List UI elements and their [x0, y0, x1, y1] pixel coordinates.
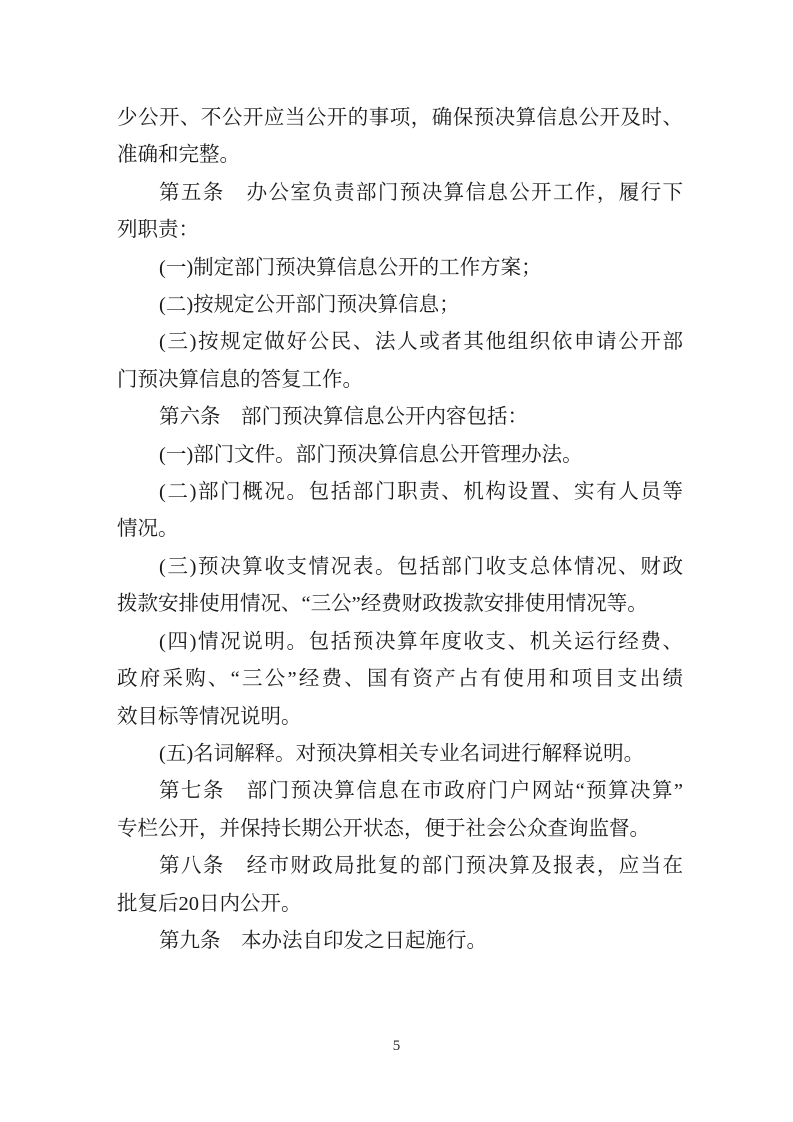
page-number: 5 [392, 1038, 401, 1054]
text-line: 准确和完整。 [117, 144, 240, 167]
text-line: (三)预决算收支情况表。包括部门收支总体情况、财政 [159, 555, 683, 578]
text-line: (五)名词解释。对预决算相关专业名词进行解释说明。 [159, 742, 645, 765]
paragraph [117, 324, 683, 399]
text-line: 效目标等情况说明。 [117, 705, 302, 728]
text-line: 门预决算信息的答复工作。 [117, 368, 363, 391]
text-line: 第七条 部门预决算信息在市政府门户网站“预算决算” [159, 780, 683, 803]
text-line: 第八条 经市财政局批复的部门预决算及报表，应当在 [159, 855, 683, 878]
paragraph [117, 399, 683, 436]
text-line: (三)按规定做好公民、法人或者其他组织依申请公开部 [159, 331, 683, 354]
document-body [117, 100, 683, 960]
text-line: (二)部门概况。包括部门职责、机构设置、实有人员等 [159, 481, 683, 504]
text-line: 拨款安排使用情况、“三公”经费财政拨款安排使用情况等。 [117, 593, 648, 616]
text-line: 政府采购、“三公”经费、国有资产占有使用和项目支出绩 [117, 668, 683, 691]
text-line: 第六条 部门预决算信息公开内容包括： [159, 406, 528, 429]
paragraph [117, 287, 683, 324]
text-line: 批复后20日内公开。 [117, 892, 302, 915]
paragraph [117, 624, 683, 736]
paragraph [117, 474, 683, 549]
paragraph [117, 437, 683, 474]
paragraph [117, 923, 683, 960]
page-footer [0, 1036, 793, 1056]
text-line: 专栏公开，并保持长期公开状态，便于社会公众查询监督。 [117, 817, 650, 840]
text-line: 第九条 本办法自印发之日起施行。 [159, 929, 487, 952]
text-line: (二)按规定公开部门预决算信息； [159, 294, 460, 317]
paragraph [117, 250, 683, 287]
paragraph [117, 773, 683, 848]
paragraph [117, 736, 683, 773]
text-line: (一)制定部门预决算信息公开的工作方案； [159, 256, 542, 279]
paragraph [117, 175, 683, 250]
text-line: (一)部门文件。部门预决算信息公开管理办法。 [159, 443, 583, 466]
paragraph [117, 549, 683, 624]
text-line: 列职责： [117, 219, 199, 242]
text-line: (四)情况说明。包括预决算年度收支、机关运行经费、 [159, 630, 683, 653]
text-line: 少公开、不公开应当公开的事项，确保预决算信息公开及时、 [117, 107, 683, 129]
paragraph [117, 848, 683, 923]
paragraph [117, 100, 683, 175]
text-line: 第五条 办公室负责部门预决算信息公开工作，履行下 [159, 181, 683, 204]
text-line: 情况。 [117, 518, 179, 541]
